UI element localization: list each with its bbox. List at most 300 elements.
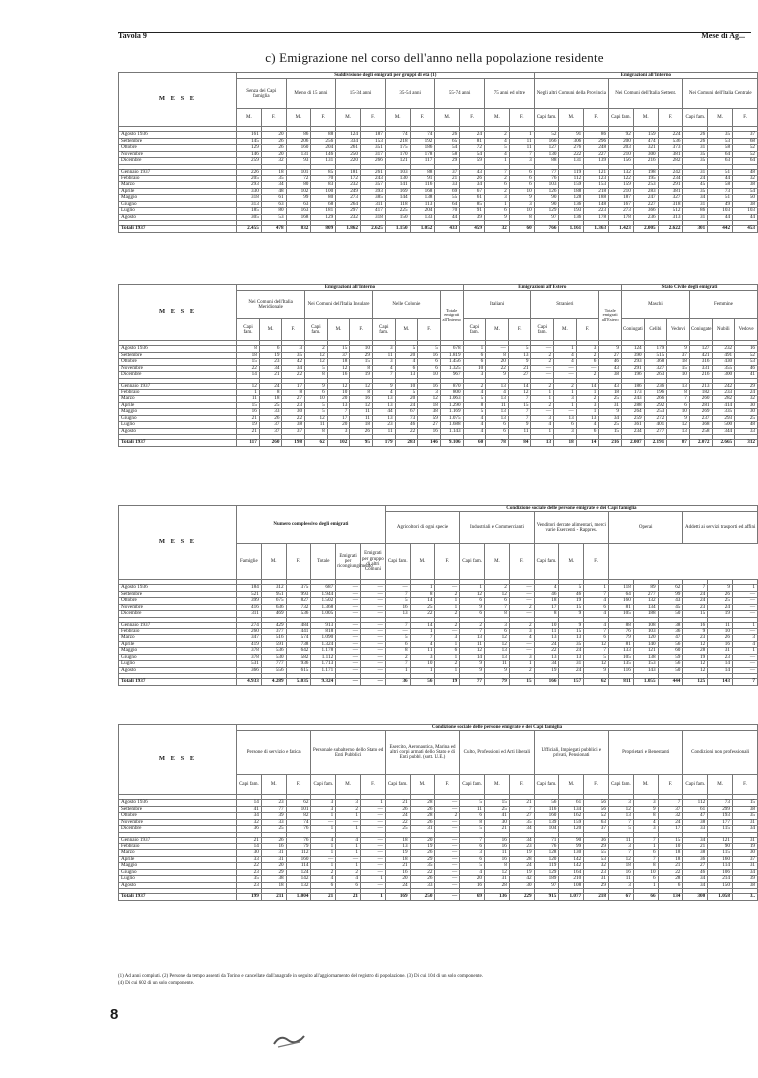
data-cell: 178 <box>410 151 435 157</box>
data-cell: 42 <box>282 359 305 365</box>
row-label: Giugno <box>119 869 237 875</box>
data-cell: 129 <box>534 869 559 875</box>
data-cell: 131 <box>311 158 336 164</box>
data-cell: 30 <box>735 409 758 415</box>
data-cell: 140 <box>633 641 658 647</box>
data-cell: 292 <box>644 402 667 408</box>
data-cell: 119 <box>559 169 584 175</box>
data-cell: 1 <box>435 604 460 610</box>
data-cell: 4 <box>534 585 559 591</box>
data-cell: 46 <box>735 365 758 371</box>
data-cell: 419 <box>237 641 262 647</box>
data-cell: 74 <box>286 819 311 825</box>
data-cell: — <box>360 611 385 617</box>
data-cell: 306 <box>559 138 584 144</box>
total-cell: 444 <box>658 679 683 685</box>
data-cell: 16 <box>683 622 708 628</box>
total-label: Totali 1937 <box>119 894 237 900</box>
data-cell: 256 <box>311 138 336 144</box>
data-cell: 4 <box>484 138 509 144</box>
total-cell: 166 <box>534 679 559 685</box>
data-cell: 13 <box>534 635 559 641</box>
data-cell: 5 <box>418 346 441 352</box>
data-cell: 4 <box>633 819 658 825</box>
data-cell: 401 <box>644 422 667 428</box>
data-cell: 218 <box>584 188 609 194</box>
data-cell: 13 <box>385 843 410 849</box>
total-cell: 442 <box>708 226 733 232</box>
data-cell: 266 <box>644 396 667 402</box>
total-cell: 4.289 <box>261 679 286 685</box>
data-cell: 59 <box>418 415 441 421</box>
data-cell: 234 <box>622 428 645 434</box>
data-cell: 227 <box>584 151 609 157</box>
column-header: M. <box>554 319 577 341</box>
data-cell: 4 <box>463 415 486 421</box>
data-cell: 145 <box>237 138 262 144</box>
data-cell: 13 <box>667 383 690 389</box>
data-cell: 34 <box>509 837 534 843</box>
data-cell: 163 <box>286 208 311 214</box>
row-label: Febbraio <box>119 389 237 395</box>
condizione-header: Condizione sociale delle persone emigrate e dei Capi famiglia <box>237 725 758 731</box>
data-cell: 3 <box>435 635 460 641</box>
data-cell: 591 <box>261 641 286 647</box>
column-header: F. <box>435 775 460 795</box>
data-cell: 14 <box>237 843 262 849</box>
data-cell: 536 <box>286 611 311 617</box>
data-cell: 35 <box>708 132 733 138</box>
total-cell: 62 <box>584 679 609 685</box>
data-cell: 156 <box>609 158 634 164</box>
data-cell: 416 <box>237 604 262 610</box>
data-cell: 11 <box>485 850 510 856</box>
data-cell: 18 <box>385 856 410 862</box>
data-cell: — <box>336 591 361 597</box>
data-cell: 92 <box>609 132 634 138</box>
data-cell: 24 <box>385 813 410 819</box>
data-cell: 90 <box>559 837 584 843</box>
data-cell: 129 <box>534 208 559 214</box>
data-cell: 54 <box>435 145 460 151</box>
data-cell: 77 <box>534 169 559 175</box>
row-label: Agosto <box>119 882 237 888</box>
total-cell: 15 <box>509 679 534 685</box>
data-cell: 29 <box>584 843 609 849</box>
data-cell: 500 <box>712 422 735 428</box>
data-cell: 134 <box>559 806 584 812</box>
data-cell: 8 <box>460 819 485 825</box>
total-cell: 300 <box>683 894 708 900</box>
data-cell: 126 <box>534 188 559 194</box>
data-cell: 33 <box>683 826 708 832</box>
data-cell: 1 <box>509 661 534 667</box>
data-cell: 243 <box>622 396 645 402</box>
row-label: Giugno <box>119 654 237 660</box>
data-cell: 282 <box>658 158 683 164</box>
row-label: Aprile <box>119 188 237 194</box>
data-cell: 17 <box>658 826 683 832</box>
data-cell: 14 <box>237 372 260 378</box>
data-cell: 1 <box>554 402 577 408</box>
data-cell: 242 <box>712 383 735 389</box>
data-cell: 35 <box>683 188 708 194</box>
data-cell: 12 <box>608 806 633 812</box>
total-cell: 2.625 <box>360 226 385 232</box>
data-cell: 25 <box>735 415 758 421</box>
total-cell: 198 <box>282 440 305 446</box>
data-cell: 122 <box>609 175 634 181</box>
data-cell: 6 <box>460 598 485 604</box>
data-cell: — <box>336 641 361 647</box>
data-cell: 318 <box>658 201 683 207</box>
data-cell: 9 <box>559 611 584 617</box>
data-cell: 8 <box>633 813 658 819</box>
data-cell: 61 <box>683 806 708 812</box>
data-cell: — <box>360 635 385 641</box>
column-header: F. <box>509 109 534 127</box>
data-cell: 170 <box>385 151 410 157</box>
data-cell: — <box>509 598 534 604</box>
data-cell: 36 <box>584 837 609 843</box>
mese-header: M E S E <box>119 285 237 341</box>
column-group-header: Nei Comuni dell'Italia Centrale <box>683 79 758 109</box>
data-cell: 20 <box>460 876 485 882</box>
data-cell: 83 <box>311 182 336 188</box>
data-cell: 1 <box>554 389 577 395</box>
data-cell: 5 <box>584 654 609 660</box>
data-cell: 4 <box>311 837 336 843</box>
data-cell: — <box>435 863 460 869</box>
data-cell: 366 <box>237 667 262 673</box>
data-cell: 260 <box>237 628 262 634</box>
data-cell: 38 <box>261 876 286 882</box>
data-cell: 530 <box>261 654 286 660</box>
data-cell: 7 <box>410 635 435 641</box>
data-cell: 64 <box>708 151 733 157</box>
data-cell: 118 <box>609 585 634 591</box>
data-cell: 114 <box>708 863 733 869</box>
data-cell: 160 <box>708 856 733 862</box>
data-cell: 132 <box>633 598 658 604</box>
data-cell: 46 <box>534 591 559 597</box>
data-cell: 10 <box>708 628 733 634</box>
data-cell: 34 <box>460 182 485 188</box>
data-cell: 129 <box>237 145 262 151</box>
data-cell: 33 <box>261 819 286 825</box>
data-cell: 18 <box>418 402 441 408</box>
data-cell: 291 <box>622 365 645 371</box>
data-cell: 39 <box>460 214 485 220</box>
column-header: M. <box>410 544 435 580</box>
row-label: Maggio <box>119 195 237 201</box>
data-cell: 4 <box>486 389 509 395</box>
data-cell: 22 <box>658 869 683 875</box>
column-header: F. <box>361 775 386 795</box>
data-cell: 13 <box>385 611 410 617</box>
total-cell: 811 <box>609 679 634 685</box>
data-cell: — <box>576 365 599 371</box>
data-cell: 9 <box>599 409 622 415</box>
data-cell: 196 <box>622 372 645 378</box>
row-label: Aprile <box>119 856 237 862</box>
data-cell: 4 <box>584 598 609 604</box>
data-cell: 2 <box>460 622 485 628</box>
total-cell: 459 <box>460 226 485 232</box>
data-cell: 50 <box>733 195 758 201</box>
data-cell: 29 <box>584 882 609 888</box>
data-cell: 15 <box>237 359 260 365</box>
data-cell: 50 <box>658 667 683 673</box>
row-label: Dicembre <box>119 372 237 378</box>
data-cell: 63 <box>708 158 733 164</box>
data-cell: 12 <box>305 359 328 365</box>
data-cell: — <box>435 850 460 856</box>
data-cell: 179 <box>644 346 667 352</box>
data-cell: 378 <box>237 654 262 660</box>
data-cell: 52 <box>534 132 559 138</box>
data-cell: 160 <box>534 813 559 819</box>
data-cell: — <box>435 837 460 843</box>
column-group-header: Nelle Colonie <box>372 291 440 319</box>
row-label: Gennaio 1937 <box>119 169 237 175</box>
column-header: F. <box>509 775 534 795</box>
row-label: Gennaio 1937 <box>119 622 237 628</box>
data-cell: — <box>360 628 385 634</box>
data-cell: 3 <box>311 806 336 812</box>
data-cell: 160 <box>286 856 311 862</box>
data-cell: — <box>531 409 554 415</box>
column-header: Capi fam. <box>385 544 410 580</box>
data-cell: 26 <box>385 806 410 812</box>
row-label: Marzo <box>119 182 237 188</box>
total-cell: 2.007 <box>622 440 645 446</box>
data-cell: — <box>336 628 361 634</box>
total-cell: 218 <box>584 894 609 900</box>
data-cell: 9 <box>633 806 658 812</box>
data-cell: — <box>360 648 385 654</box>
total-cell: 216 <box>599 440 622 446</box>
column-group-header: Ufficiali, Impiegati pubblici e privati, Pensionati <box>534 731 608 775</box>
data-cell: — <box>336 585 361 591</box>
data-cell: 25 <box>708 598 733 604</box>
column-header: F. <box>360 109 385 127</box>
data-cell: 6 <box>385 641 410 647</box>
data-cell: 23 <box>509 843 534 849</box>
data-cell: 13 <box>608 813 633 819</box>
data-cell: 16 <box>418 383 441 389</box>
data-cell: 21 <box>683 843 708 849</box>
data-cell: 49 <box>708 201 733 207</box>
column-header: Vedove <box>735 319 758 341</box>
data-cell: 18 <box>350 422 373 428</box>
data-cell: 128 <box>559 195 584 201</box>
total-cell: 2.455 <box>237 226 262 232</box>
data-cell: — <box>732 628 757 634</box>
data-cell: 15 <box>485 800 510 806</box>
column-header: M. <box>286 109 311 127</box>
data-cell: 90 <box>534 201 559 207</box>
total-cell: 199 <box>237 894 262 900</box>
data-cell: 26 <box>460 175 485 181</box>
data-cell: 168 <box>286 214 311 220</box>
data-cell: 15 <box>350 359 373 365</box>
data-cell: 8 <box>463 402 486 408</box>
estero-header: Emigrazioni all'Estero <box>463 285 621 291</box>
data-cell: 48 <box>735 422 758 428</box>
data-cell: — <box>732 611 757 617</box>
row-label: Settembre <box>119 352 237 358</box>
total-cell: 260 <box>259 440 282 446</box>
data-cell: 38 <box>282 422 305 428</box>
data-cell: 23 <box>372 422 395 428</box>
data-cell: 8 <box>485 611 510 617</box>
data-cell: 103 <box>733 208 758 214</box>
data-cell: 361 <box>622 422 645 428</box>
data-cell: 253 <box>633 182 658 188</box>
data-cell: 39 <box>732 876 757 882</box>
data-cell: 313 <box>658 214 683 220</box>
total-cell: 1.058 <box>708 894 733 900</box>
data-cell: 1.713 <box>311 661 336 667</box>
column-group-header: Meno di 15 anni <box>286 79 336 109</box>
data-cell: 9 <box>508 422 531 428</box>
data-cell: 25 <box>485 806 510 812</box>
row-label: Settembre <box>119 591 237 597</box>
data-cell: 11 <box>486 402 509 408</box>
total-label: Totali 1937 <box>119 226 237 232</box>
data-cell: 26 <box>261 837 286 843</box>
data-cell: 368 <box>689 422 712 428</box>
data-cell: 7 <box>584 648 609 654</box>
data-cell: 6 <box>509 182 534 188</box>
footnote-line: (4) Di cui 602 di un solo componente. <box>118 981 195 986</box>
data-cell: 1 <box>732 648 757 654</box>
data-cell: 108 <box>559 882 584 888</box>
data-cell: 13 <box>534 654 559 660</box>
data-cell: 187 <box>360 132 385 138</box>
data-cell: 6 <box>484 208 509 214</box>
data-cell: 3 <box>732 635 757 641</box>
data-cell: 8 <box>410 591 435 597</box>
row-label: Settembre <box>119 138 237 144</box>
data-cell: 26 <box>683 138 708 144</box>
column-header: M. <box>259 319 282 341</box>
total-cell: 32 <box>484 226 509 232</box>
data-cell: 34 <box>261 182 286 188</box>
data-cell: — <box>361 826 386 832</box>
data-cell: 31 <box>683 169 708 175</box>
column-header: Totale <box>311 544 336 580</box>
data-cell: 26 <box>259 415 282 421</box>
data-cell: 5 <box>395 346 418 352</box>
data-cell: 31 <box>410 826 435 832</box>
data-cell: 101 <box>286 169 311 175</box>
data-cell: 93 <box>286 158 311 164</box>
data-cell: 18 <box>658 850 683 856</box>
column-header: Capi fam. <box>683 775 708 795</box>
data-cell: 26 <box>708 635 733 641</box>
data-cell: — <box>361 856 386 862</box>
data-cell: 16 <box>385 604 410 610</box>
data-cell: 177 <box>708 819 733 825</box>
column-header: Capi fam. <box>460 544 485 580</box>
data-cell: 13 <box>327 402 350 408</box>
data-cell: 334 <box>336 138 361 144</box>
data-cell: 59 <box>658 654 683 660</box>
data-cell: 2 <box>531 359 554 365</box>
data-cell: 7 <box>385 661 410 667</box>
data-cell: 377 <box>261 628 286 634</box>
data-cell: 61 <box>559 800 584 806</box>
data-cell: 166 <box>534 138 559 144</box>
data-cell: 65 <box>435 138 460 144</box>
data-cell: 43 <box>460 169 485 175</box>
data-cell: 12 <box>485 641 510 647</box>
data-cell: 26 <box>410 806 435 812</box>
data-cell: 36 <box>237 826 262 832</box>
data-cell: 7 <box>508 409 531 415</box>
data-cell: 236 <box>633 214 658 220</box>
data-cell: — <box>360 654 385 660</box>
column-group-header: Nei Comuni dell'Italia Insulare <box>305 291 373 319</box>
data-cell: 16 <box>485 843 510 849</box>
data-cell: 9 <box>667 415 690 421</box>
data-cell: 531 <box>237 661 262 667</box>
data-cell: 56 <box>658 661 683 667</box>
data-cell: 22 <box>410 611 435 617</box>
total-cell: 9.106 <box>440 440 463 446</box>
data-cell: 11 <box>237 396 260 402</box>
data-cell: 185 <box>237 208 262 214</box>
data-cell: 7 <box>508 415 531 421</box>
data-cell: 135 <box>609 661 634 667</box>
data-cell: 1 <box>732 585 757 591</box>
total-cell: 36 <box>385 679 410 685</box>
data-cell: — <box>435 882 460 888</box>
data-cell: 4 <box>554 359 577 365</box>
total-cell: 4.933 <box>237 679 262 685</box>
total-cell: 1.862 <box>336 226 361 232</box>
column-header: F. <box>286 775 311 795</box>
data-cell: 34 <box>732 826 757 832</box>
data-cell: 53 <box>584 856 609 862</box>
data-cell: 21 <box>237 415 260 421</box>
data-cell: 188 <box>584 195 609 201</box>
column-group-header: Venditori derrate alimentari, merci varie Esercenti - Rappres. <box>534 512 608 544</box>
data-cell: 36 <box>683 856 708 862</box>
total-cell: 766 <box>534 226 559 232</box>
data-cell: 6 <box>509 169 534 175</box>
data-cell: 12 <box>327 383 350 389</box>
data-cell: 138 <box>633 654 658 660</box>
data-cell: — <box>435 585 460 591</box>
data-cell: 3 <box>485 622 510 628</box>
column-header: M. <box>633 109 658 127</box>
column-group-header: Senza dei Capi famiglia <box>237 79 287 109</box>
data-cell: 10 <box>509 208 534 214</box>
data-cell: 317 <box>360 151 385 157</box>
data-cell: 288 <box>622 402 645 408</box>
data-cell: 7 <box>460 628 485 634</box>
data-cell: 46 <box>599 359 622 365</box>
data-cell: 14 <box>237 800 262 806</box>
column-group-header: Nei Comuni dell'Italia Meridionale <box>237 291 305 319</box>
data-cell: 90 <box>708 843 733 849</box>
data-cell: — <box>360 641 385 647</box>
data-cell: 71 <box>534 837 559 843</box>
data-cell: 7 <box>385 622 410 628</box>
